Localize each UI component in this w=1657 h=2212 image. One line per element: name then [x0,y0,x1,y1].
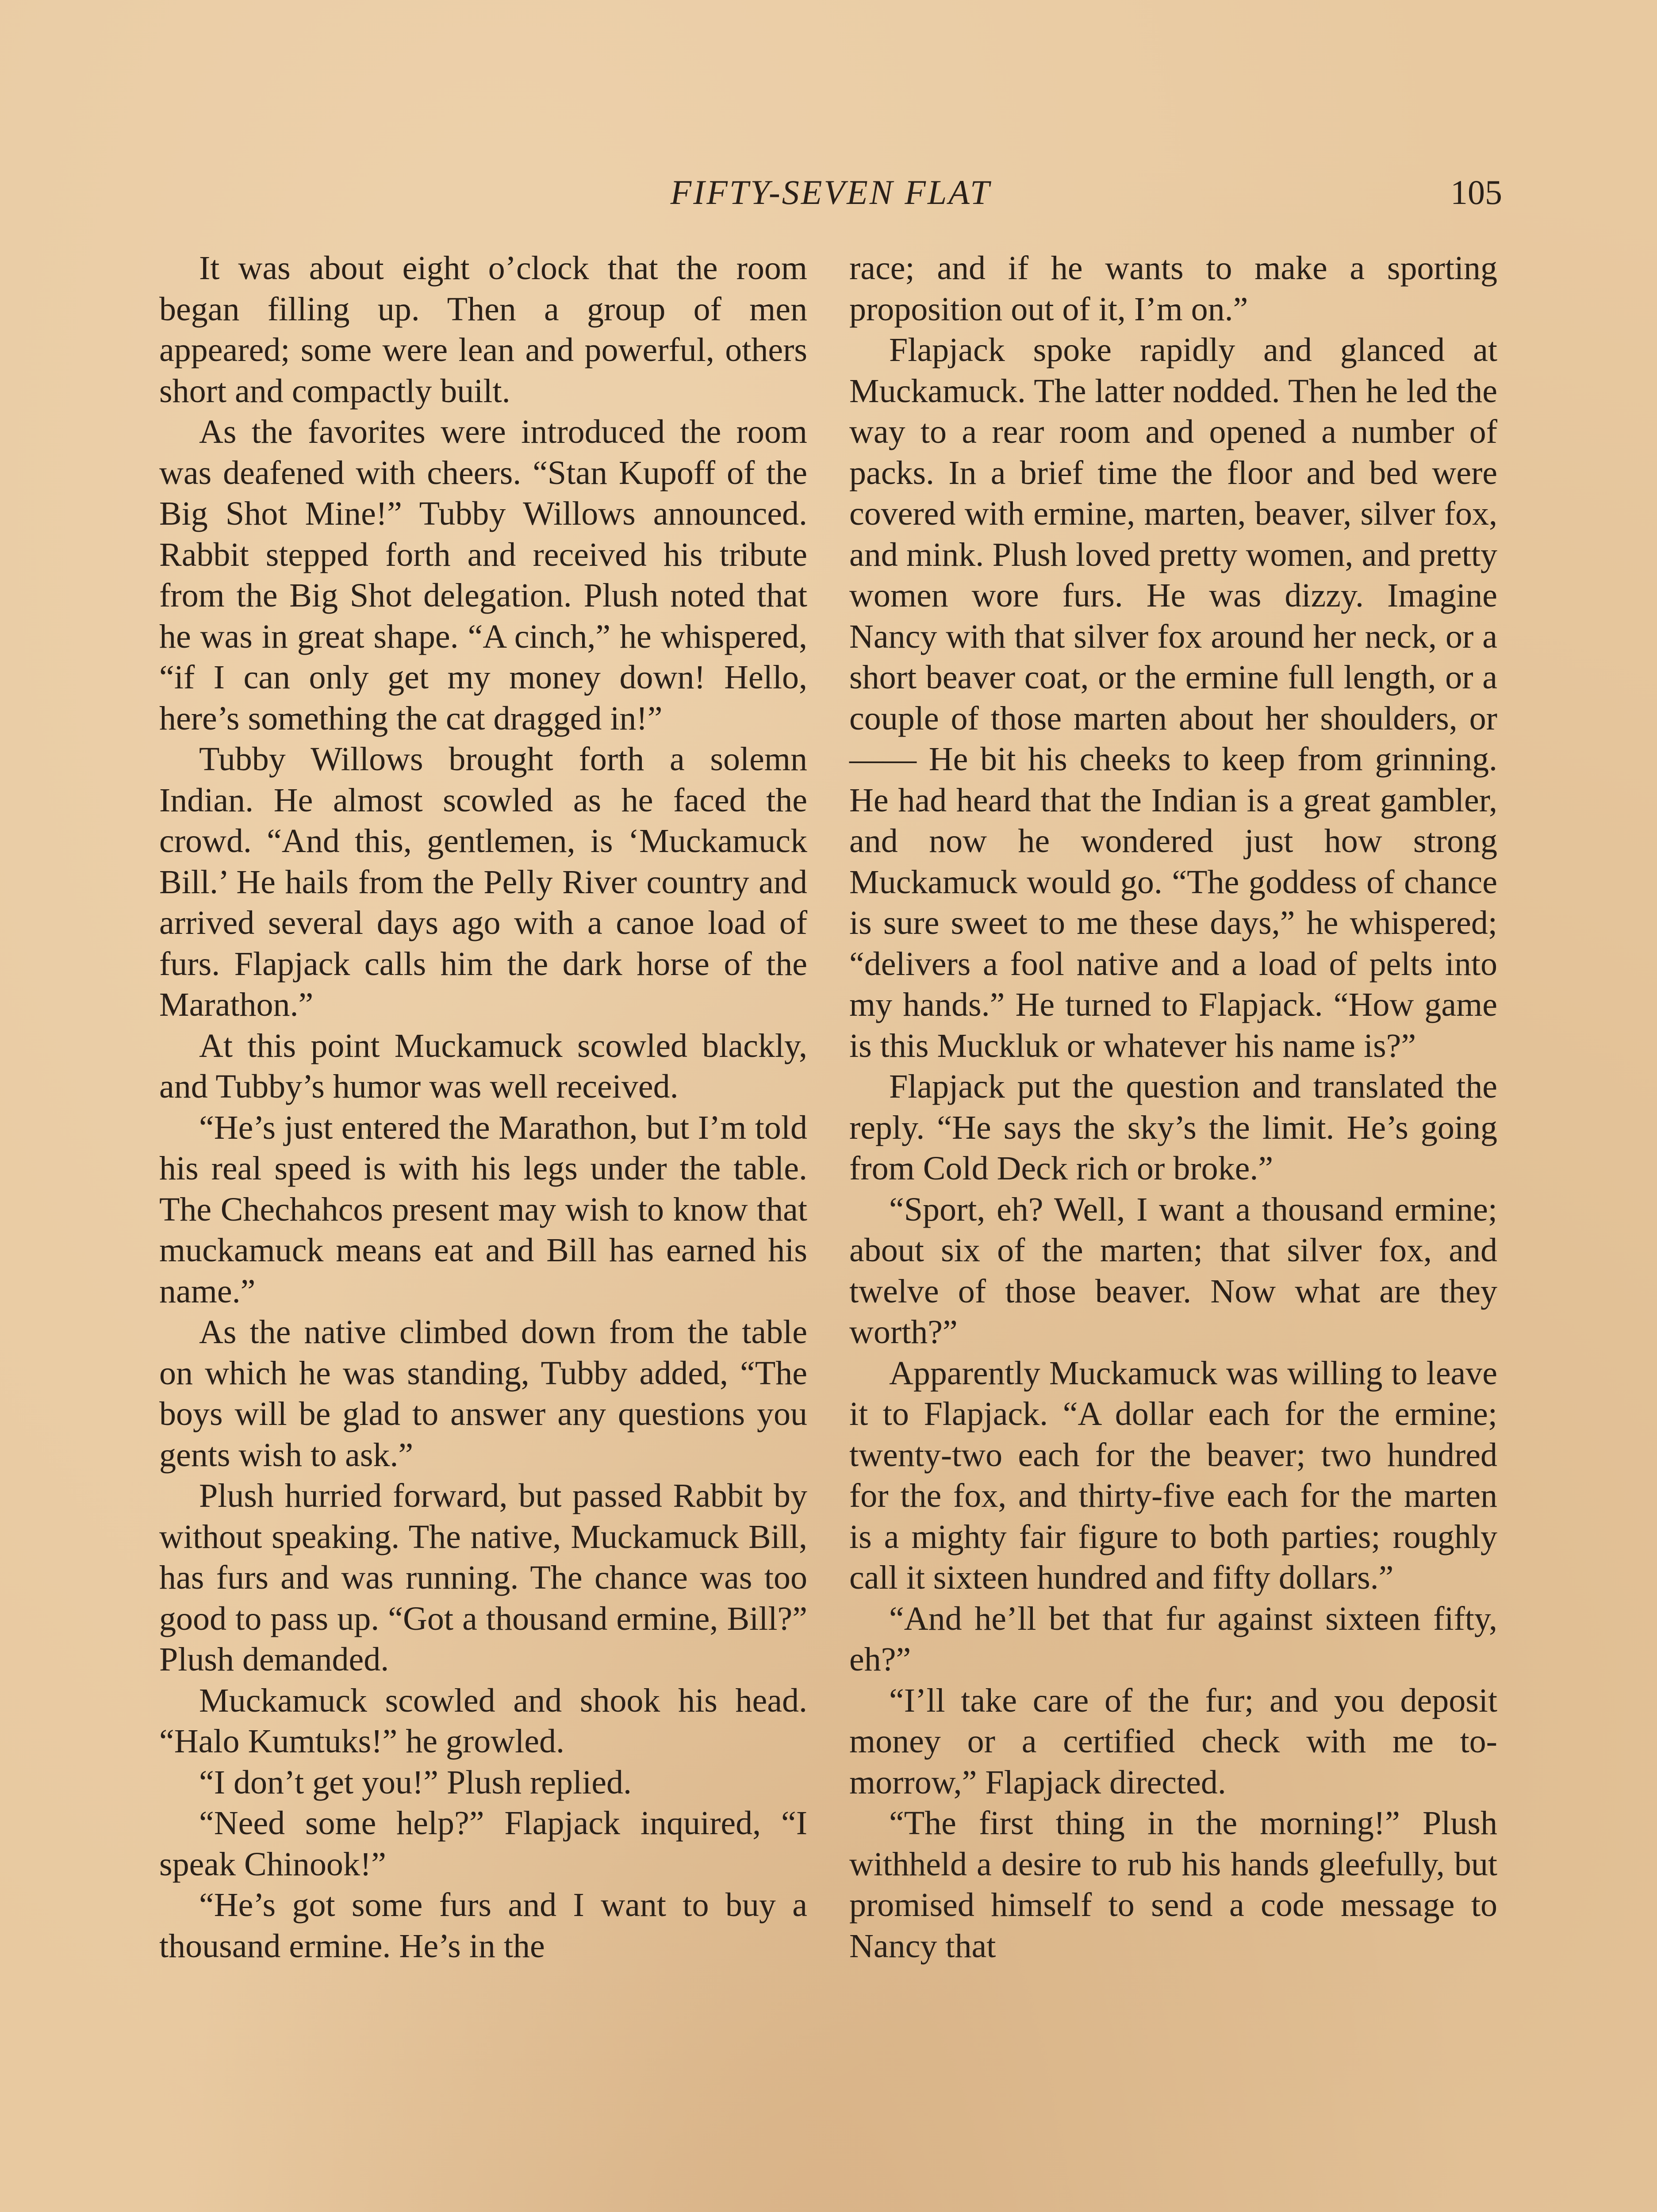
paragraph: Flapjack spoke rapidly and glanced at Muckamuck. The latter nodded. Then he led the way to a rear room and opened a number of packs. In a brief time the floor and bed were covered with ermine, marten, beaver, silver fox, and mink. Plush loved pretty women, and pretty women wore furs. He was dizzy. Imagine Nancy with that silver fox around her neck, or a short beaver coat, or the ermine full length, or a couple of those marten about her shoulders, or—— He bit his cheeks to keep from grinning. He had heard that the Indian is a great gambler, and now he wondered just how strong Muckamuck would go. “The goddess of chance is sure sweet to me these days,” he whispered; “delivers a fool native and a load of pelts into my hands.” He turned to Flapjack. “How game is this Muckluk or whatever his name is?” [849,331,1497,1064]
right-column [849,248,1497,1966]
paragraph: “Sport, eh? Well, I want a thousand ermine; about six of the marten; that silver fox, and twelve of those beaver. Now what are they worth?” [849,1190,1497,1351]
paragraph: “He’s just entered the Marathon, but I’m told his real speed is with his legs under the table. The Chechahcos present may wish to know that muckamuck means eat and Bill has earned his name.” [159,1109,807,1310]
paragraph-continued: race; and if he wants to make a sporting proposition out of it, I’m on.” [849,250,1497,328]
page-number: 105 [1450,173,1502,211]
paragraph: “I’ll take care of the fur; and you deposit money or a certified check with me to-morrow,” Flapjack directed. [849,1682,1497,1801]
left-column [159,248,807,1966]
paragraph: As the favorites were introduced the room was deafened with cheers. “Stan Kupoff of the Big Shot Mine!” Tubby Willows announced. Rabbit stepped forth and received his tribute from the Big Shot delegation. Plush noted that he was in great shape. “A cinch,” he whispered, “if I can only get my money down! Hello, here’s something the cat dragged in!” [159,413,807,737]
paragraph: At this point Muckamuck scowled blackly, and Tubby’s humor was well received. [159,1027,807,1105]
paragraph: Tubby Willows brought forth a solemn Indian. He almost scowled as he faced the crowd. “And this, gentlemen, is ‘Muckamuck Bill.’ He hails from the Pelly River country and arrived several days ago with a canoe load of furs. Flapjack calls him the dark horse of the Marathon.” [159,741,807,1023]
paragraph: “He’s got some furs and I want to buy a thousand ermine. He’s in the [159,1886,807,1965]
paragraph: “The first thing in the morning!” Plush withheld a desire to rub his hands gleefully, but promised himself to send a code message to Nancy that [849,1805,1497,1965]
paragraph: Flapjack put the question and translated the reply. “He says the sky’s the limit. He’s going from Cold Deck rich or broke.” [849,1068,1497,1187]
paragraph: “Need some help?” Flapjack inquired, “I speak Chinook!” [159,1805,807,1883]
paragraph: “And he’ll bet that fur against sixteen fifty, eh?” [849,1600,1497,1678]
paragraph: Apparently Muckamuck was willing to leave it to Flapjack. “A dollar each for the ermine; twenty-two each for the beaver; two hundred for the fox, and thirty-five each for the marten is a mighty fair figure to both parties; roughly call it sixteen hundred and fifty dollars.” [849,1354,1497,1596]
running-title: FIFTY-SEVEN FLAT [670,173,991,211]
paragraph: As the native climbed down from the table on which he was standing, Tubby added, “The boys will be glad to answer any questions you gents wish to ask.” [159,1313,807,1474]
paragraph: Muckamuck scowled and shook his head. “Halo Kumtuks!” he growled. [159,1682,807,1760]
paragraph: Plush hurried forward, but passed Rabbit by without speaking. The native, Muckamuck Bill, has furs and was running. The chance was too good to pass up. “Got a thousand ermine, Bill?” Plush demanded. [159,1477,807,1678]
paragraph: “I don’t get you!” Plush replied. [199,1763,632,1801]
paragraph: It was about eight o’clock that the room began filling up. Then a group of men appeared; some were lean and powerful, others short and compactly built. [159,250,807,410]
page-header [159,173,1502,226]
